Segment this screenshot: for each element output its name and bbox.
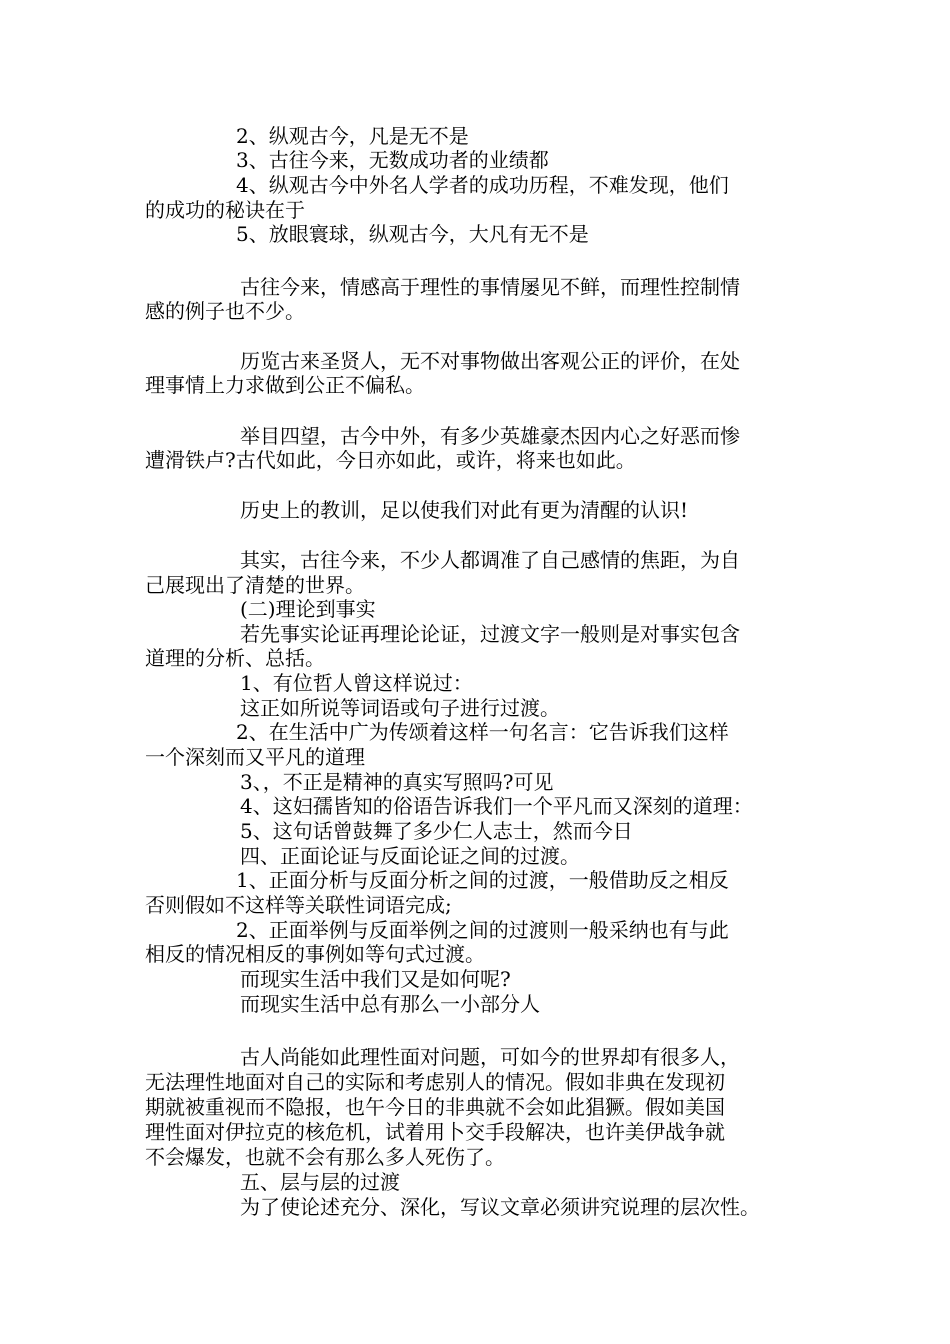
text-line: 历史上的教训，足以使我们对此有更为清醒的认识! (240, 498, 689, 522)
text-line: 感的例子也不少。 (145, 299, 305, 323)
text-line: 2、在生活中广为传颂着这样一句名言：它告诉我们这样 (236, 720, 729, 744)
text-line: 5、这句话曾鼓舞了多少仁人志士，然而今日 (240, 819, 633, 843)
text-line: 而现实生活中总有那么一小部分人 (240, 992, 540, 1016)
text-line: 否则假如不这样等关联性词语完成; (145, 893, 452, 917)
text-line: 1、有位哲人曾这样说过： (240, 671, 473, 695)
text-line: 古人尚能如此理性面对问题，可如今的世界却有很多人， (240, 1045, 740, 1069)
text-line: 无法理性地面对自己的实际和考虑别人的情况。假如非典在发现初 (145, 1070, 725, 1094)
text-line: 3、，不正是精神的真实写照吗?可见 (240, 770, 554, 794)
text-line: 五、层与层的过渡 (240, 1170, 400, 1194)
text-line: 其实，古往今来，不少人都调准了自己感情的焦距，为自 (240, 548, 740, 572)
text-line: 3、古往今来，无数成功者的业绩都 (236, 148, 549, 172)
text-line: 理性面对伊拉克的核危机，试着用卜交手段解决，也许美伊战争就 (145, 1120, 725, 1144)
text-line: 而现实生活中我们又是如何呢? (240, 967, 511, 991)
text-line: 遭滑铁卢?古代如此，今日亦如此，或许，将来也如此。 (145, 448, 636, 472)
text-line: 4、这妇孺皆知的俗语告诉我们一个平凡而又深刻的道理： (240, 794, 753, 818)
text-line: 1、正面分析与反面分析之间的过渡，一般借助反之相反 (236, 868, 729, 892)
text-line: 四、正面论证与反面论证之间的过渡。 (240, 844, 580, 868)
text-line: (二)理论到事实 (240, 597, 376, 621)
text-line: 5、放眼寰球，纵观古今，大凡有无不是 (236, 222, 589, 246)
text-line: 己展现出了清楚的世界。 (145, 573, 365, 597)
text-line: 不会爆发，也就不会有那么多人死伤了。 (145, 1145, 505, 1169)
text-line: 这正如所说等词语或句子进行过渡。 (240, 696, 560, 720)
text-line: 举目四望，古今中外，有多少英雄豪杰因内心之好恶而惨 (240, 424, 740, 448)
text-line: 若先事实论证再理论论证，过渡文字一般则是对事实包含 (240, 622, 740, 646)
text-line: 一个深刻而又平凡的道理 (145, 745, 365, 769)
text-line: 相反的情况相反的事例如等句式过渡。 (145, 942, 485, 966)
text-line: 古往今来，情感高于理性的事情屡见不鲜，而理性控制情 (240, 275, 740, 299)
text-line: 4、纵观古今中外名人学者的成功历程，不难发现，他们 (236, 173, 729, 197)
text-line: 道理的分析、总括。 (145, 646, 325, 670)
text-line: 的成功的秘诀在于 (145, 198, 305, 222)
text-line: 2、纵观古今，凡是无不是 (236, 124, 469, 148)
text-line: 理事情上力求做到公正不偏私。 (145, 373, 425, 397)
text-line: 历览古来圣贤人，无不对事物做出客观公正的评价，在处 (240, 349, 740, 373)
text-line: 为了使论述充分、深化，写议文章必须讲究说理的层次性。 (240, 1195, 760, 1219)
text-line: 2、正面举例与反面举例之间的过渡则一般采纳也有与此 (236, 918, 729, 942)
text-line: 期就被重视而不隐报，也午今日的非典就不会如此猖獗。假如美国 (145, 1095, 725, 1119)
